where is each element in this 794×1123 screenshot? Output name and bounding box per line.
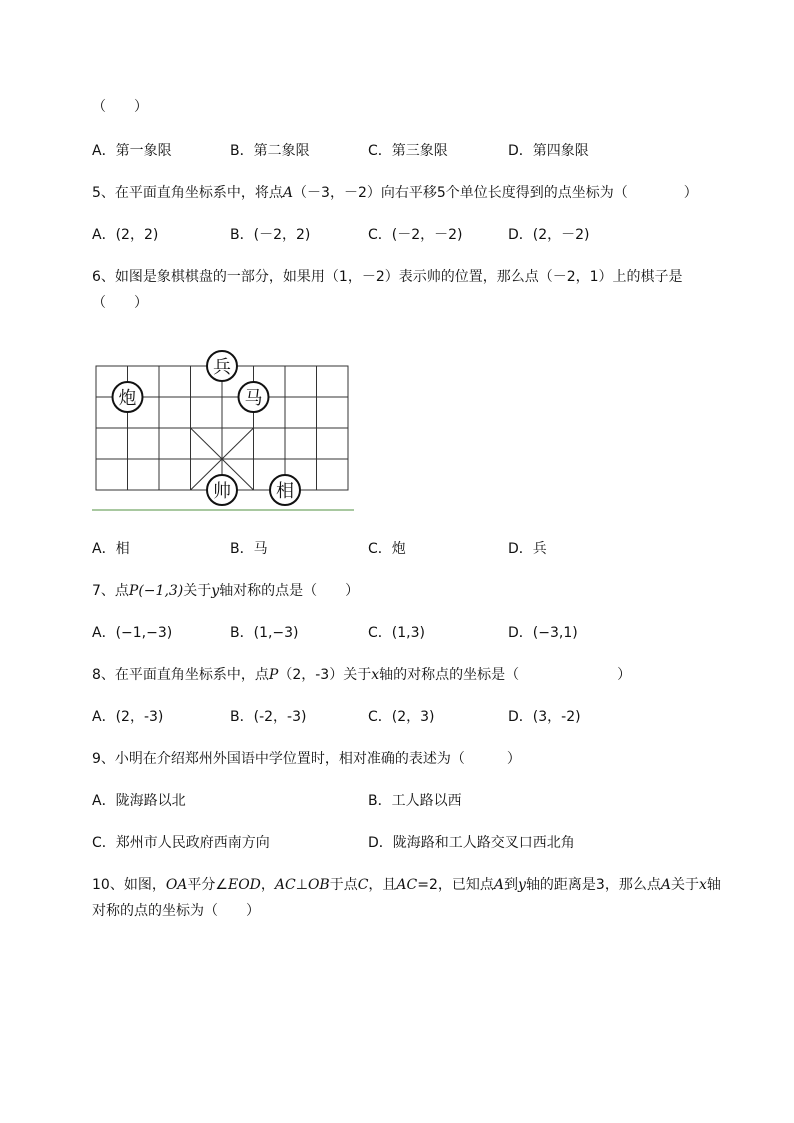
q6-answer-paren: （ ） bbox=[92, 295, 148, 311]
chess-board-svg bbox=[92, 346, 356, 514]
q8-option-a: A．(2，-3) bbox=[92, 709, 164, 725]
q4-answer-paren: （ ） bbox=[92, 99, 148, 115]
piece-shuai-label: 帅 bbox=[213, 481, 231, 502]
q7-option-d: D．(−3,1) bbox=[508, 625, 578, 641]
q9-stem: 9、小明在介绍郑州外国语中学位置时，相对准确的表述为（ ） bbox=[92, 751, 521, 767]
q8-option-c: C．(2，3) bbox=[368, 709, 435, 725]
q7-option-c: C．(1,3) bbox=[368, 625, 425, 641]
q6-stem: 6、如图是象棋棋盘的一部分，如果用（1，－2）表示帅的位置，那么点（－2，1）上的棋子是 bbox=[92, 269, 683, 285]
q6-option-a: A．相 bbox=[92, 541, 130, 557]
q5-option-d: D．(2，－2) bbox=[508, 227, 590, 243]
q7-option-b: B．(1,−3) bbox=[230, 625, 299, 641]
q8-option-d: D．(3，-2) bbox=[508, 709, 581, 725]
piece-ma bbox=[239, 382, 269, 412]
q9-option-d: D．陇海路和工人路交叉口西北角 bbox=[368, 835, 575, 851]
piece-bing bbox=[207, 351, 237, 381]
q5-option-b: B．(－2，2) bbox=[230, 227, 311, 243]
q5-option-a: A．(2，2) bbox=[92, 227, 159, 243]
q9-option-b: B．工人路以西 bbox=[368, 793, 462, 809]
q5-option-c: C．(－2，－2) bbox=[368, 227, 463, 243]
q4-option-d: D．第四象限 bbox=[508, 143, 589, 159]
q6-option-d: D．兵 bbox=[508, 541, 547, 557]
piece-pao-label: 炮 bbox=[118, 388, 137, 409]
q6-option-c: C．炮 bbox=[368, 541, 406, 557]
q10-stem-line2: 对称的点的坐标为（ ） bbox=[92, 903, 260, 919]
q9-option-a: A．陇海路以北 bbox=[92, 793, 186, 809]
piece-ma-label: 马 bbox=[244, 388, 263, 409]
chess-board-figure bbox=[92, 346, 356, 514]
q4-option-a: A．第一象限 bbox=[92, 143, 172, 159]
q7-stem: 7、点P(−1,3)关于y轴对称的点是（ ） bbox=[92, 583, 360, 599]
q4-option-c: C．第三象限 bbox=[368, 143, 448, 159]
q8-stem: 8、在平面直角坐标系中，点P（2，-3）关于x轴的对称点的坐标是（ ） bbox=[92, 667, 632, 683]
q6-option-b: B．马 bbox=[230, 541, 268, 557]
piece-xiang-label: 相 bbox=[276, 481, 294, 502]
piece-xiang bbox=[270, 475, 300, 505]
piece-shuai bbox=[207, 475, 237, 505]
q4-option-b: B．第二象限 bbox=[230, 143, 310, 159]
q8-option-b: B．(-2，-3) bbox=[230, 709, 307, 725]
q10-stem-line1: 10、如图，OA平分∠EOD，AC⊥OB于点C，且AC=2，已知点A到y轴的距离是3，那么点A关于x轴 bbox=[92, 877, 721, 893]
piece-bing-label: 兵 bbox=[213, 357, 231, 378]
q7-option-a: A．(−1,−3) bbox=[92, 625, 173, 641]
q5-stem: 5、在平面直角坐标系中，将点A（－3，－2）向右平移5个单位长度得到的点坐标为（ ） bbox=[92, 185, 698, 201]
piece-pao bbox=[113, 382, 143, 412]
q9-option-c: C．郑州市人民政府西南方向 bbox=[92, 835, 270, 851]
